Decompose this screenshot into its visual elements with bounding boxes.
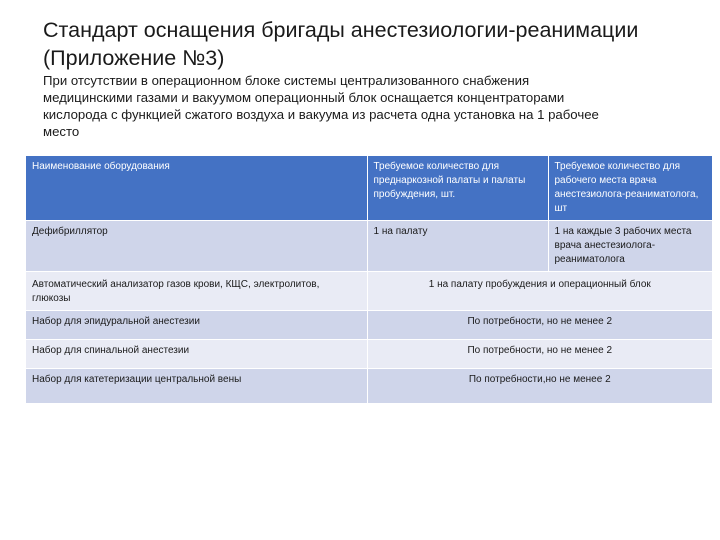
table-row (26, 311, 712, 340)
ward-quantity-cell: 1 на палату (367, 221, 548, 272)
intro-line-4: место (43, 124, 80, 139)
slide-title (43, 16, 703, 72)
table-header-row (26, 156, 712, 221)
table-row (26, 369, 712, 403)
intro-line-3: кислорода с функцией сжатого воздуха и вакуума из расчета одна установка на 1 рабочее (43, 107, 599, 122)
merged-quantity-cell: По потребности, но не менее 2 (367, 311, 712, 340)
header-workplace-quantity: Требуемое количество для рабочего места врача анестезиолога-реаниматолога, шт (548, 156, 712, 221)
table-row (26, 272, 712, 311)
equipment-name-cell: Дефибриллятор (26, 221, 367, 272)
merged-quantity-cell: 1 на палату пробуждения и операционный блок (367, 272, 712, 311)
merged-quantity-cell: По потребности,но не менее 2 (367, 369, 712, 403)
equipment-name-cell: Набор для катетеризации центральной вены (26, 369, 367, 403)
equipment-name-cell: Автоматический анализатор газов крови, КЩС, электролитов, глюкозы (26, 272, 367, 311)
intro-paragraph (43, 72, 693, 140)
equipment-name-cell: Набор для эпидуральной анестезии (26, 311, 367, 340)
header-equipment-name: Наименование оборудования (26, 156, 367, 221)
title-line-1: Стандарт оснащения бригады анестезиологии-реанимации (43, 18, 639, 42)
equipment-table (26, 156, 712, 403)
intro-line-2: медицинскими газами и вакуумом операционный блок оснащается концентраторами (43, 90, 565, 105)
title-line-2: (Приложение №3) (43, 46, 225, 70)
merged-quantity-cell: По потребности, но не менее 2 (367, 340, 712, 369)
table-row (26, 340, 712, 369)
table-row (26, 221, 712, 272)
workplace-quantity-cell: 1 на каждые 3 рабочих места врача анестезиолога-реаниматолога (548, 221, 712, 272)
header-ward-quantity: Требуемое количество для преднаркозной палаты и палаты пробуждения, шт. (367, 156, 548, 221)
equipment-name-cell: Набор для спинальной анестезии (26, 340, 367, 369)
intro-line-1: При отсутствии в операционном блоке системы централизованного снабжения (43, 73, 530, 88)
